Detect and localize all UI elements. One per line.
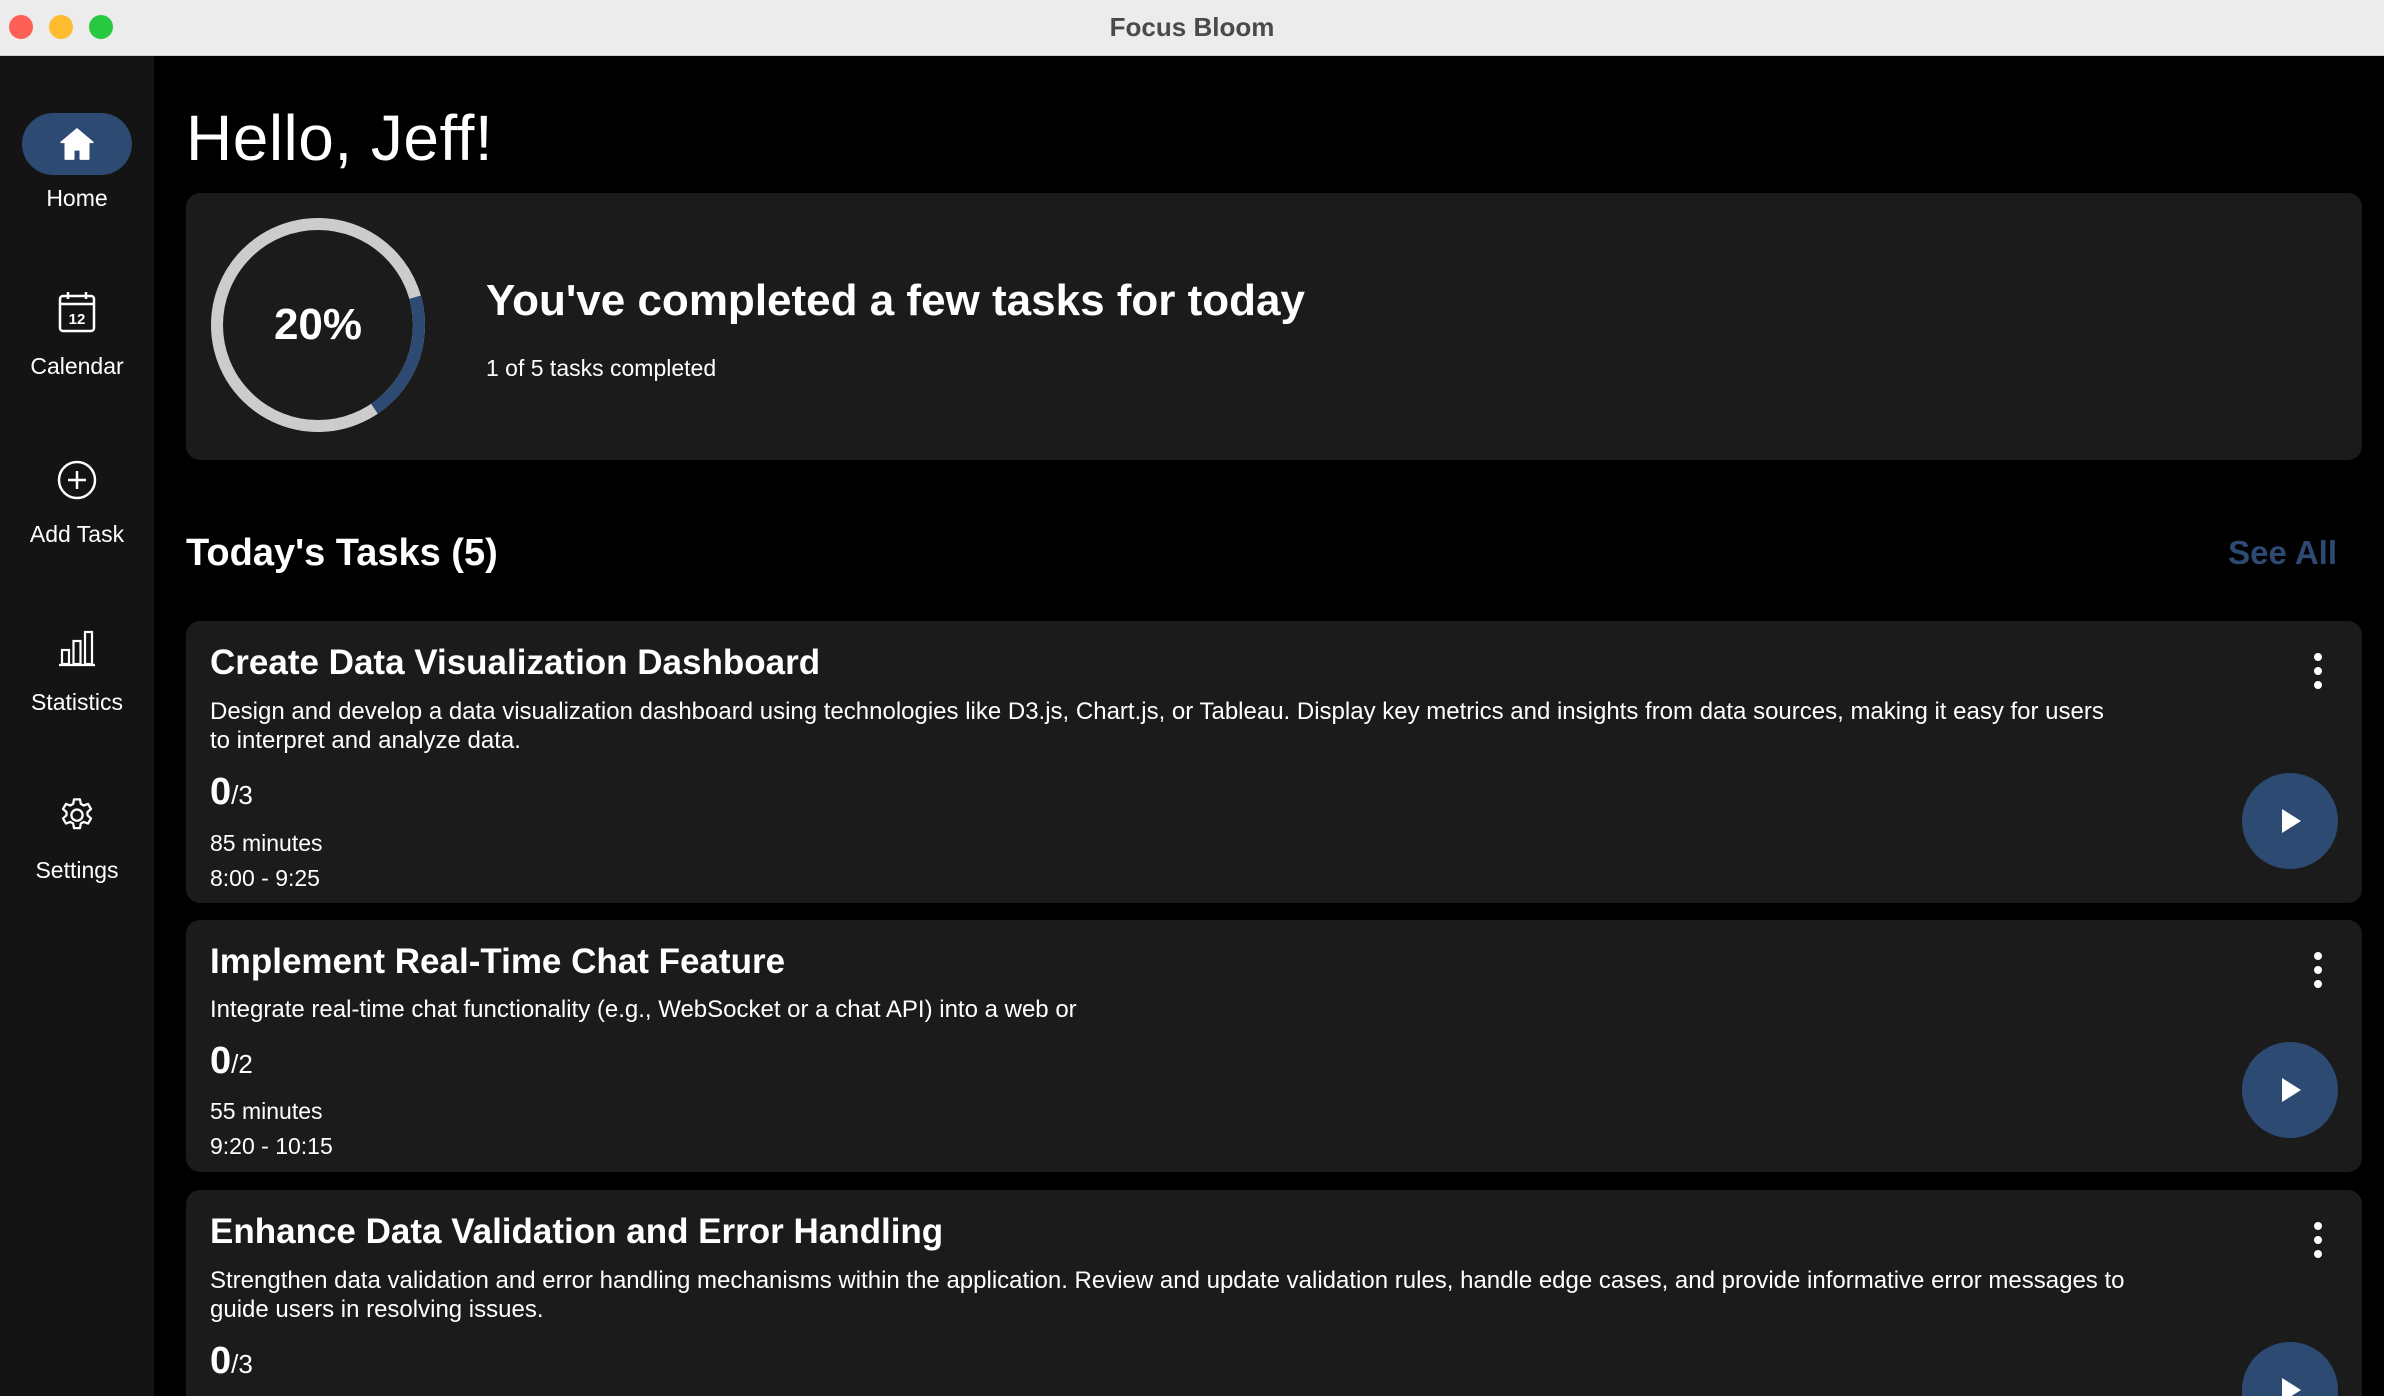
task-card xyxy=(186,1190,2362,1396)
progress-percent: 20% xyxy=(273,300,363,349)
more-icon xyxy=(2314,952,2322,960)
task-session-count: 0/3 xyxy=(210,1340,253,1382)
window-title: Focus Bloom xyxy=(1109,12,1275,42)
see-all-link[interactable]: See All xyxy=(2228,534,2337,571)
progress-subtitle: 1 of 5 tasks completed xyxy=(486,355,717,381)
task-description: Integrate real-time chat functionality (e.g., WebSocket or a chat API) into a web or xyxy=(210,996,1077,1023)
greeting-heading: Hello, Jeff! xyxy=(186,102,494,174)
add-circle-icon xyxy=(22,449,132,511)
main-content xyxy=(154,56,2384,1396)
task-session-count: 0/3 xyxy=(210,771,253,813)
task-title: Implement Real-Time Chat Feature xyxy=(210,942,786,981)
more-icon xyxy=(2314,653,2322,661)
sidebar-item-settings[interactable] xyxy=(0,785,154,884)
task-duration: 85 minutes xyxy=(210,830,323,856)
sidebar-item-label: Home xyxy=(46,185,108,211)
gear-icon xyxy=(22,785,132,847)
task-card xyxy=(186,920,2362,1172)
sidebar-item-calendar[interactable] xyxy=(0,281,154,380)
progress-card xyxy=(186,193,2362,460)
task-menu-button[interactable] xyxy=(2310,653,2326,689)
more-icon xyxy=(2314,1222,2322,1230)
sidebar-item-statistics[interactable] xyxy=(0,617,154,716)
progress-title: You've completed a few tasks for today xyxy=(486,276,1305,325)
play-icon xyxy=(2275,1075,2305,1105)
task-menu-button[interactable] xyxy=(2310,952,2326,988)
tasks-header: Today's Tasks (5) xyxy=(186,532,498,574)
sidebar-item-label: Statistics xyxy=(30,689,124,715)
play-icon xyxy=(2275,806,2305,836)
task-description: Design and develop a data visualization dashboard using technologies like D3.js, Chart.js, or Tableau. Display key metrics and insights from data sources, making it easy for users to interpret and analyze data. xyxy=(210,698,2104,754)
sidebar-item-label: Settings xyxy=(35,857,119,883)
task-title: Enhance Data Validation and Error Handling xyxy=(210,1212,944,1251)
home-icon xyxy=(22,113,132,175)
task-session-count: 0/2 xyxy=(210,1040,253,1082)
sidebar xyxy=(0,56,154,1396)
calendar-icon xyxy=(22,281,132,343)
sidebar-item-add-task[interactable] xyxy=(0,449,154,548)
task-title: Create Data Visualization Dashboard xyxy=(210,643,821,682)
task-time-range: 8:00 - 9:25 xyxy=(210,865,320,891)
title-bar xyxy=(0,0,2384,56)
sidebar-item-label: Calendar xyxy=(30,353,124,379)
sidebar-item-label: Add Task xyxy=(29,521,125,547)
task-duration: 55 minutes xyxy=(210,1098,323,1124)
svg-text:12: 12 xyxy=(68,311,86,328)
play-button[interactable] xyxy=(2242,773,2338,869)
sidebar-item-home[interactable] xyxy=(0,113,154,212)
play-button[interactable] xyxy=(2242,1042,2338,1138)
task-card xyxy=(186,621,2362,903)
task-menu-button[interactable] xyxy=(2310,1222,2326,1258)
task-description: Strengthen data validation and error handling mechanisms within the application. Review and update validation rules, handle edge cases, and provide informative error messages to guide users in resolving issues. xyxy=(210,1267,2125,1323)
task-time-range: 9:20 - 10:15 xyxy=(210,1133,333,1159)
play-icon xyxy=(2275,1375,2305,1396)
bar-chart-icon xyxy=(22,617,132,679)
play-button[interactable] xyxy=(2242,1342,2338,1396)
